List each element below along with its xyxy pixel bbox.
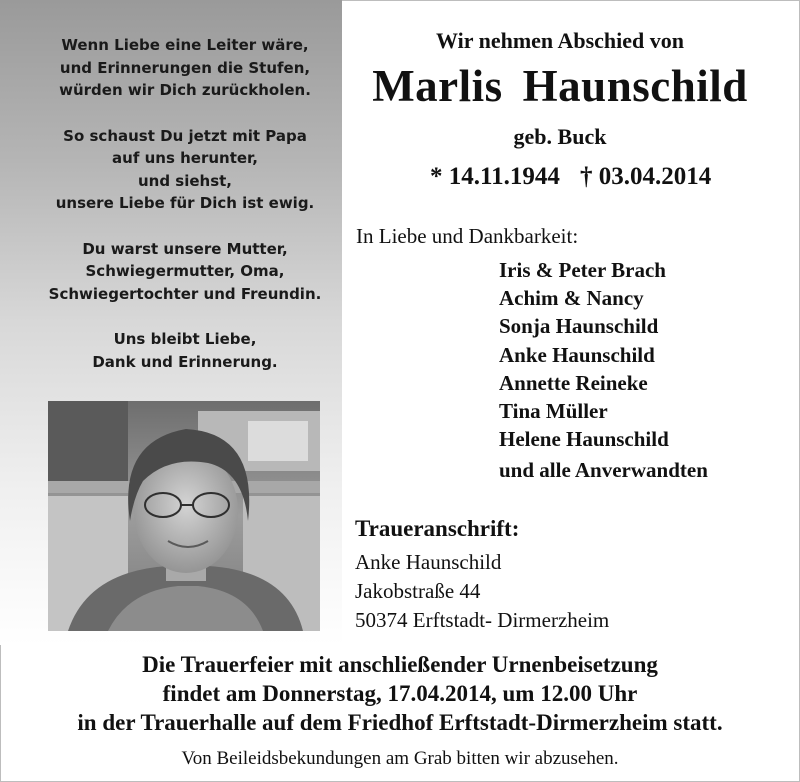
condolence-note: Von Beileidsbekundungen am Grab bitten wir abzusehen. <box>181 748 619 769</box>
poem <box>0 34 370 373</box>
poem-line: Schwiegertochter und Freundin. <box>48 284 322 303</box>
family-member: Annette Reineke <box>499 370 648 395</box>
birth-date: * 14.11.1944 <box>430 163 560 190</box>
intro-line: Wir nehmen Abschied von <box>436 28 684 53</box>
poem-stanza <box>0 125 370 215</box>
life-dates <box>430 163 760 191</box>
address-block <box>355 548 609 635</box>
ceremony-line: in der Trauerhalle auf dem Friedhof Erftstadt-Dirmerzheim statt. <box>77 710 723 735</box>
family-member: Achim & Nancy <box>499 286 644 311</box>
poem-line: So schaust Du jetzt mit Papa <box>63 126 307 145</box>
address-line: 50374 Erftstadt- Dirmerzheim <box>355 608 610 632</box>
poem-line: Schwiegermutter, Oma, <box>85 262 285 280</box>
family-member: Tina Müller <box>499 399 608 424</box>
death-date: † 03.04.2014 <box>580 163 712 190</box>
poem-line: Du warst unsere Mutter, <box>82 239 288 258</box>
first-name: Marlis <box>372 61 503 111</box>
ceremony-line: Die Trauerfeier mit anschließender Urnenbeisetzung <box>142 652 658 677</box>
poem-line: und Erinnerungen die Stufen, <box>59 58 311 77</box>
poem-stanza <box>0 34 370 102</box>
family-member: und alle Anverwandten <box>499 458 708 483</box>
deceased-name <box>342 60 778 112</box>
address-title: Traueranschrift: <box>355 516 520 541</box>
poem-line: Dank und Erinnerung. <box>92 352 278 371</box>
ceremony-info <box>0 650 800 737</box>
portrait-photo <box>48 401 320 631</box>
poem-line: würden wir Dich zurückholen. <box>59 81 311 99</box>
family-member: Sonja Haunschild <box>499 314 659 339</box>
family-member: Iris & Peter Brach <box>499 258 666 282</box>
thanks-line: In Liebe und Dankbarkeit: <box>356 224 579 248</box>
address-line: Jakobstraße 44 <box>355 579 481 603</box>
poem-stanza <box>0 328 370 373</box>
family-member: Anke Haunschild <box>499 342 655 367</box>
poem-line: Wenn Liebe eine Leiter wäre, <box>61 36 309 54</box>
poem-line: und siehst, <box>137 171 233 190</box>
birth-name: geb. Buck <box>513 124 607 149</box>
poem-line: Uns bleibt Liebe, <box>113 330 257 348</box>
poem-line: auf uns herunter, <box>112 149 258 167</box>
last-name: Haunschild <box>522 61 748 111</box>
ceremony-line: findet am Donnerstag, 17.04.2014, um 12.00 Uhr <box>162 681 638 706</box>
poem-stanza <box>0 238 370 306</box>
poem-line: unsere Liebe für Dich ist ewig. <box>55 194 315 212</box>
family-list <box>499 256 708 485</box>
address-line: Anke Haunschild <box>355 550 502 574</box>
family-member: Helene Haunschild <box>499 427 669 452</box>
